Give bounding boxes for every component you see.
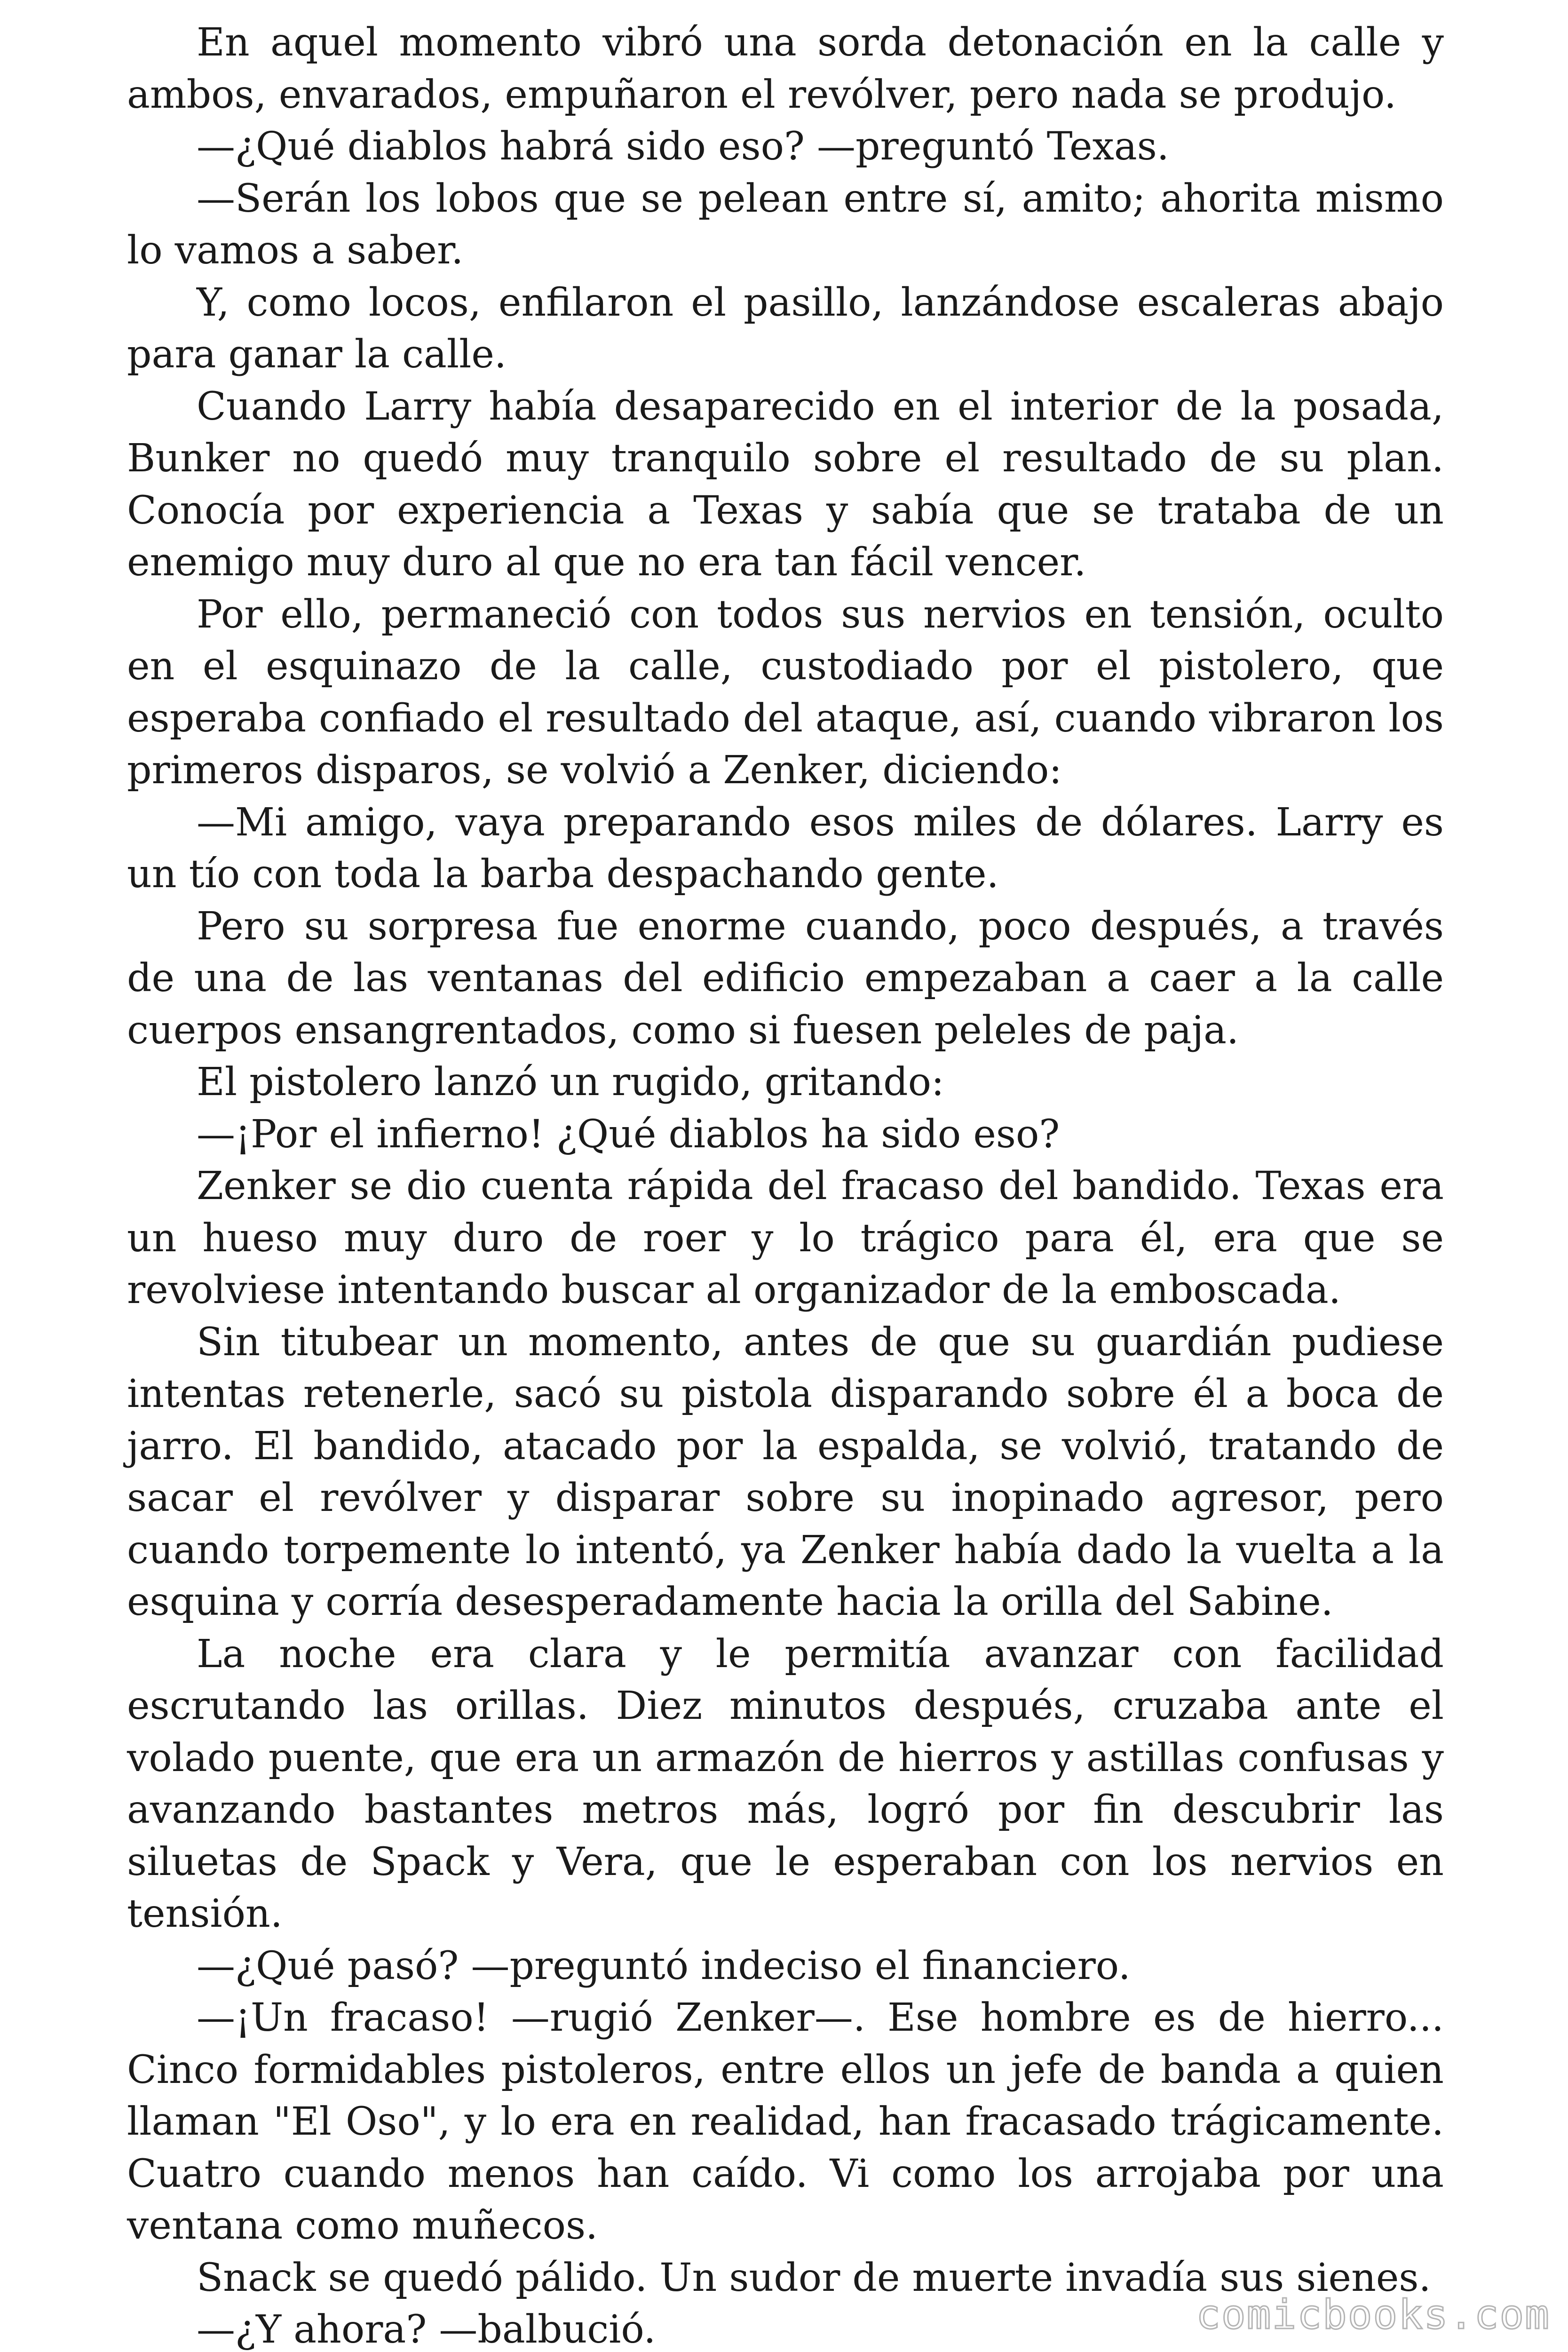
book-page (127, 17, 1444, 2352)
watermark: comicbooks.com (1196, 2291, 1550, 2338)
paragraph: Por ello, permaneció con todos sus nervios en tensión, oculto en el esquinazo de la calle, custodiado por el pistolero, que esperaba confiado el resultado del ataque, así, cuando vibraron los primeros disparos, se volvió a Zenker, diciendo: (127, 592, 1444, 793)
paragraph: Pero su sorpresa fue enorme cuando, poco después, a través de una de las ventanas del edificio empezaban a caer a la calle cuerpos ensangrentados, como si fuesen peleles de paja. (127, 904, 1444, 1053)
paragraph: El pistolero lanzó un rugido, gritando: (197, 1060, 944, 1104)
paragraph: —Mi amigo, vaya preparando esos miles de dólares. Larry es un tío con toda la barba despachando gente. (127, 800, 1444, 897)
paragraph: La noche era clara y le permitía avanzar con facilidad escrutando las orillas. Diez minutos después, cruzaba ante el volado puente, que era un armazón de hierros y astillas confusas y avanzando bastantes metros más, logró por fin descubrir las siluetas de Spack y Vera, que le esperaban con los nervios en tensión. (127, 1631, 1444, 1936)
paragraph: Cuando Larry había desaparecido en el interior de la posada, Bunker no quedó muy tranquilo sobre el resultado de su plan. Conocía por experiencia a Texas y sabía que se trataba de un enemigo muy duro al que no era tan fácil vencer. (127, 384, 1444, 585)
paragraph: En aquel momento vibró una sorda detonación en la calle y ambos, envarados, empuñaron el revólver, pero nada se produjo. (127, 20, 1444, 117)
paragraph: —¿Y ahora? —balbució. (197, 2307, 656, 2352)
paragraph: —Serán los lobos que se pelean entre sí, amito; ahorita mismo lo vamos a saber. (127, 176, 1444, 273)
paragraph: Zenker se dio cuenta rápida del fracaso del bandido. Texas era un hueso muy duro de roer y lo trágico para él, era que se revolviese intentando buscar al organizador de la emboscada. (127, 1164, 1444, 1312)
paragraph: Y, como locos, enfilaron el pasillo, lanzándose escaleras abajo para ganar la calle. (127, 280, 1444, 377)
paragraph: Snack se quedó pálido. Un sudor de muerte invadía sus sienes. (197, 2255, 1431, 2300)
paragraph: —¡Un fracaso! —rugió Zenker—. Ese hombre es de hierro... Cinco formidables pistoleros, entre ellos un jefe de banda a quien llaman "El Oso", y lo era en realidad, han fracasado trágicamente. Cuatro cuando menos han caído. Vi como los arrojaba por una ventana como muñecos. (127, 1995, 1444, 2248)
paragraph: —¿Qué pasó? —preguntó indeciso el financiero. (197, 1943, 1131, 1988)
paragraph: —¿Qué diablos habrá sido eso? —preguntó Texas. (197, 124, 1169, 169)
paragraph: —¡Por el infierno! ¿Qué diablos ha sido eso? (197, 1112, 1060, 1157)
paragraph: Sin titubear un momento, antes de que su guardián pudiese intentas retenerle, sacó su pistola disparando sobre él a boca de jarro. El bandido, atacado por la espalda, se volvió, tratando de sacar el revólver y disparar sobre su inopinado agresor, pero cuando torpemente lo intentó, ya Zenker había dado la vuelta a la esquina y corría desesperadamente hacia la orilla del Sabine. (127, 1319, 1444, 1624)
